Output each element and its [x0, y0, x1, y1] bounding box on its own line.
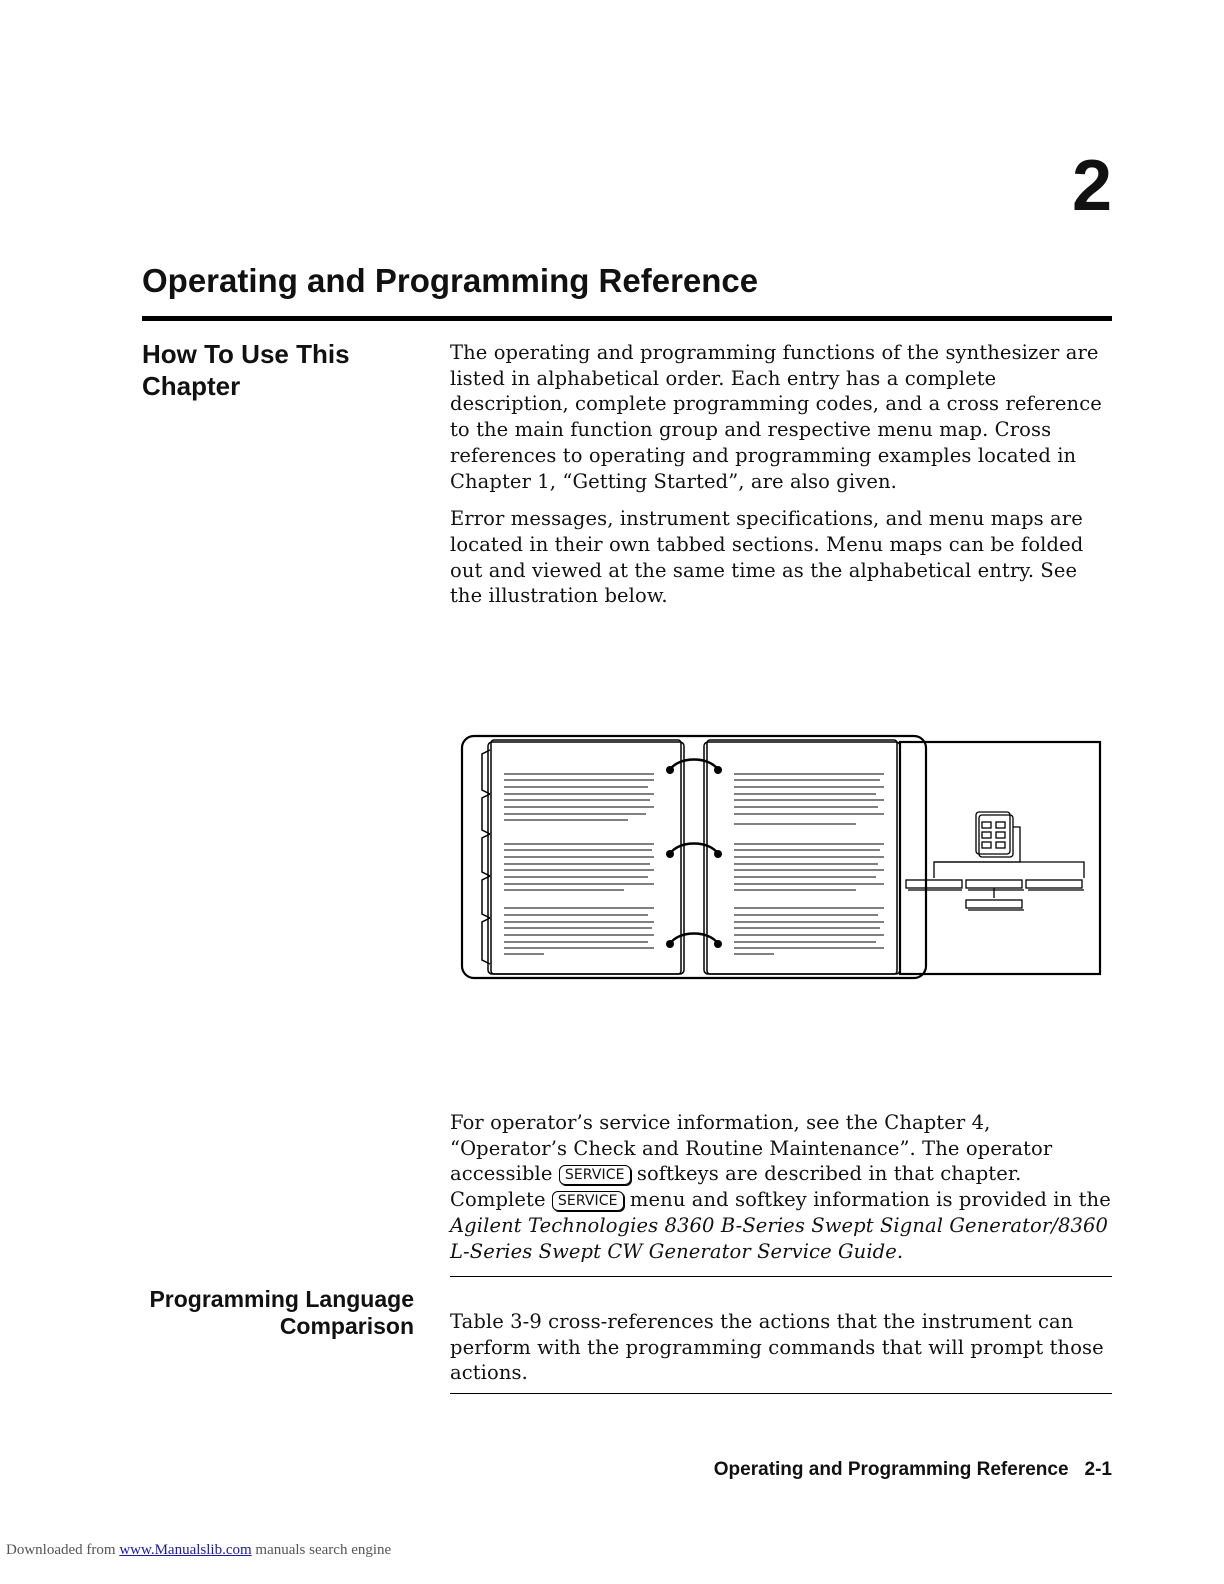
section-heading-programming-language [142, 1286, 414, 1340]
service-text-b: softkeys are described in that chapter. Complete [450, 1162, 1022, 1212]
heading-line-1: How To Use This [142, 339, 350, 369]
programming-language-paragraph: Table 3-9 cross-references the actions that the instrument can perform with the programming commands that will prompt those actions. [450, 1310, 1104, 1385]
page-footer [714, 1459, 1112, 1481]
chapter-number: 2 [1071, 146, 1112, 226]
heading-line-1: Programming Language [149, 1286, 414, 1312]
chapter-title: Operating and Programming Reference [142, 262, 759, 299]
intro-paragraph-2: Error messages, instrument specifications, and menu maps are located in their own tabbed sections. Menu maps can be folded out and viewed at the same time as the alphabetical entry. See the illustration below. [450, 507, 1084, 608]
intro-text [450, 340, 1112, 621]
intro-paragraph-1: The operating and programming functions of the synthesizer are listed in alphabetical order. Each entry has a complete description, complete programming codes, and a cross reference to the main function group and respective menu map. Cross references to operating and programming examples located in Chapter 1, “Getting Started”, are also given. [450, 341, 1102, 493]
binder-menu-map-illustration [458, 732, 1106, 984]
page-number: 2-1 [1084, 1459, 1112, 1480]
heading-line-2: Comparison [279, 1313, 414, 1339]
service-hardkey-1: SERVICE [559, 1165, 631, 1185]
service-text-c: menu and softkey information is provided in the [623, 1188, 1111, 1212]
section-divider-top [450, 1276, 1112, 1277]
section-divider-bottom [450, 1393, 1112, 1394]
section-heading-how-to-use [142, 338, 350, 402]
service-hardkey-2: SERVICE [552, 1191, 624, 1211]
heading-line-2: Chapter [142, 371, 241, 401]
footer-title: Operating and Programming Reference [713, 1459, 1069, 1480]
service-info-text [450, 1110, 1112, 1276]
manualslib-link[interactable]: www.Manualslib.com [119, 1542, 252, 1558]
service-paragraph [450, 1110, 1112, 1264]
service-guide-title: Agilent Technologies 8360 B-Series Swept Signal Generator/8360 L-Series Swept CW Generator Service Guide. [450, 1213, 1108, 1263]
download-prefix: Downloaded from [6, 1542, 120, 1558]
download-suffix: manuals search engine [251, 1542, 392, 1558]
title-rule [142, 316, 1112, 321]
download-note [6, 1542, 391, 1559]
programming-language-text [450, 1309, 1112, 1398]
service-text-a: For operator’s service information, see the Chapter 4, “Operator’s Check and Routine Maintenance”. The operator accessible [450, 1111, 1053, 1186]
